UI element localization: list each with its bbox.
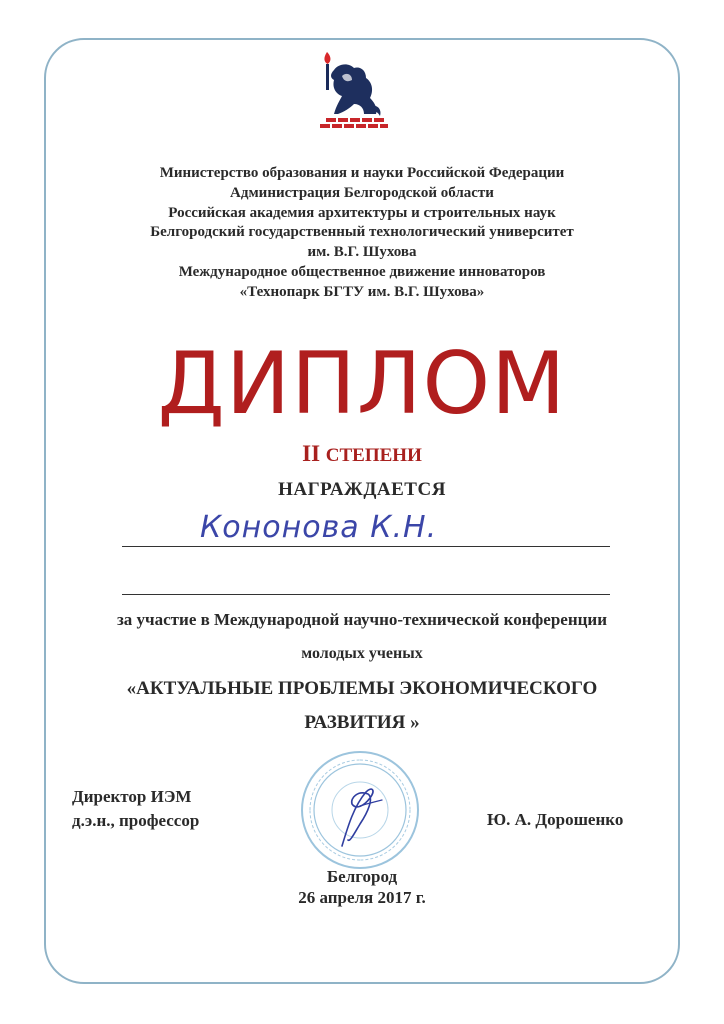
recipient-underline [122, 546, 610, 547]
issue-date: 26 апреля 2017 г. [298, 888, 426, 907]
lion-torch-logo-icon [320, 50, 388, 130]
diploma-title: ДИПЛОМ [157, 334, 567, 434]
recipient-name: Кононова К.Н. [200, 510, 438, 545]
org-line: Российская академия архитектуры и строительных наук [168, 204, 556, 221]
org-line: Администрация Белгородской области [230, 184, 494, 201]
diploma-degree [0, 440, 724, 470]
conference-title-line: «АКТУАЛЬНЫЕ ПРОБЛЕМЫ ЭКОНОМИЧЕСКОГО [126, 678, 598, 699]
org-line: Международное общественное движение инноваторов [178, 263, 546, 280]
award-reason-line: за участие в Международной научно-технической конференции [116, 610, 608, 629]
blank-underline [122, 594, 610, 595]
org-line: «Технопарк БГТУ им. В.Г. Шухова» [239, 283, 485, 300]
org-line: Министерство образования и науки Российской Федерации [159, 165, 565, 181]
org-line: Белгородский государственный технологический университет [150, 224, 574, 241]
round-seal-stamp-icon [296, 746, 424, 874]
degree-numeral: II [302, 441, 321, 466]
conference-title-line: РАЗВИТИЯ » [304, 712, 420, 733]
director-block [72, 785, 199, 833]
director-degree: д.э.н., профессор [72, 811, 200, 830]
director-title: Директор ИЭМ [72, 787, 192, 806]
degree-word: СТЕПЕНИ [325, 445, 422, 466]
city: Белгород [326, 867, 398, 886]
organizations-block [0, 164, 724, 303]
org-line: им. В.Г. Шухова [307, 244, 417, 261]
signer-name: Ю. А. Дорошенко [487, 810, 624, 829]
awarded-heading: НАГРАЖДАЕТСЯ [278, 479, 446, 500]
place-and-date [0, 866, 724, 908]
award-reason-line: молодых ученых [301, 645, 423, 662]
